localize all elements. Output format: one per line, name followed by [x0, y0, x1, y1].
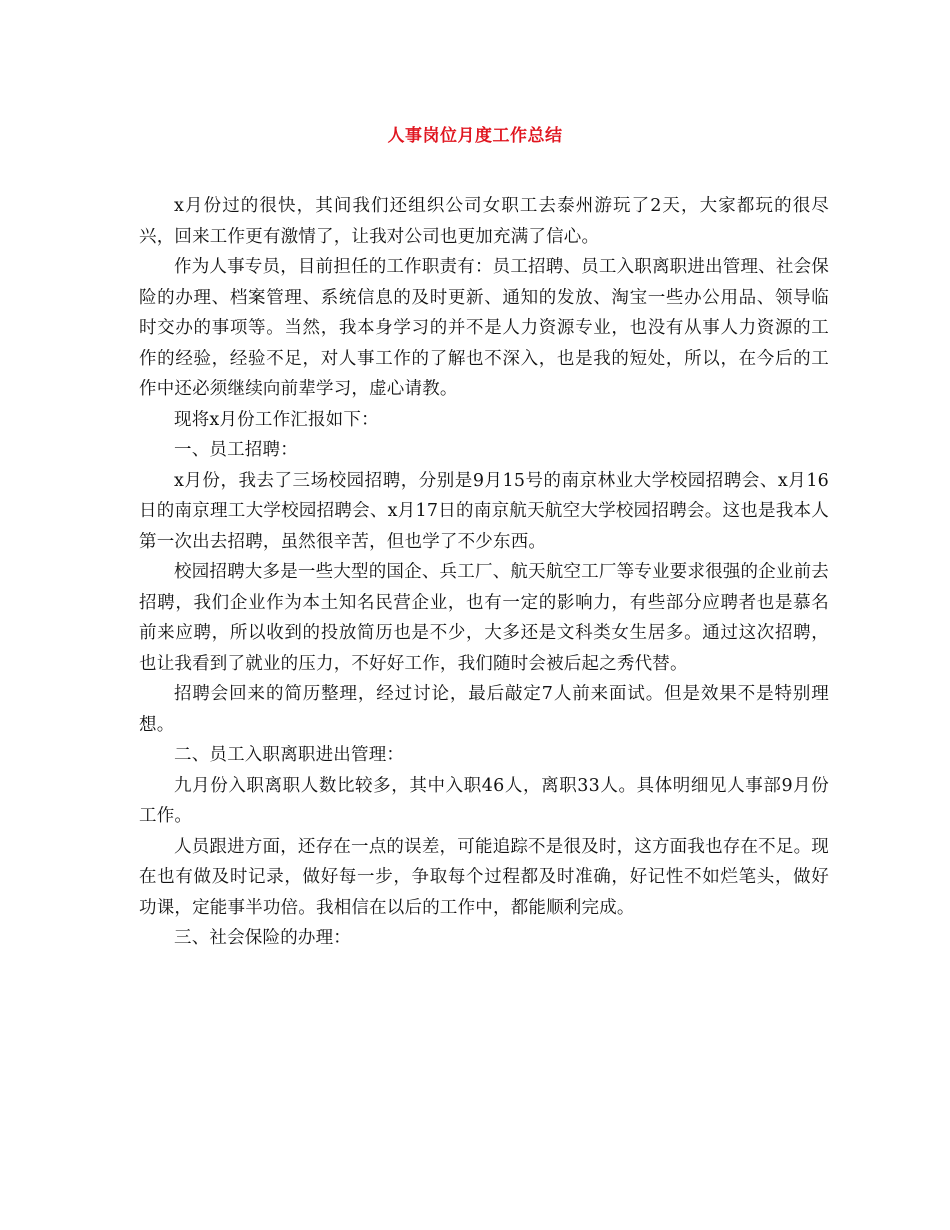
section-heading: 一、员工招聘： [174, 440, 298, 460]
document-body [139, 191, 829, 954]
paragraph: 作为人事专员，目前担任的工作职责有：员工招聘、员工入职离职进出管理、社会保险的办理、档案管理、系统信息的及时更新、通知的发放、淘宝一些办公用品、领导临时交办的事项等。当然，我本身学习的并不是人力资源专业，也没有从事人力资源的工作的经验，经验不足，对人事工作的了解也不深入，也是我的短处，所以，在今后的工作中还必须继续向前辈学习，虚心请教。 [139, 257, 829, 399]
paragraph: x月份，我去了三场校园招聘，分别是9月15号的南京林业大学校园招聘会、x月16日的南京理工大学校园招聘会、x月17日的南京航天航空大学校园招聘会。这也是我本人第一次出去招聘，虽然很辛苦，但也学了不少东西。 [139, 470, 829, 552]
section-heading: 三、社会保险的办理： [174, 928, 351, 948]
paragraph: 人员跟进方面，还存在一点的误差，可能追踪不是很及时，这方面我也存在不足。现在也有做及时记录，做好每一步，争取每个过程都及时准确，好记性不如烂笔头，做好功课，定能事半功倍。我相信在以后的工作中，都能顺利完成。 [139, 836, 829, 918]
document-title: 人事岗位月度工作总结 [387, 126, 563, 146]
paragraph: 招聘会回来的简历整理，经过讨论，最后敲定7人前来面试。但是效果不是特别理想。 [139, 684, 829, 735]
paragraph: 现将x月份工作汇报如下： [174, 409, 379, 430]
paragraph: 校园招聘大多是一些大型的国企、兵工厂、航天航空工厂等专业要求很强的企业前去招聘，我们企业作为本土知名民营企业，也有一定的影响力，有些部分应聘者也是慕名前来应聘，所以收到的投放简历也是不少，大多还是文科类女生居多。通过这次招聘，也让我看到了就业的压力，不好好工作，我们随时会被后起之秀代替。 [139, 562, 829, 674]
paragraph: x月份过的很快，其间我们还组织公司女职工去泰州游玩了2天，大家都玩的很尽兴，回来工作更有激情了，让我对公司也更加充满了信心。 [139, 196, 829, 247]
section-heading: 二、员工入职离职进出管理： [174, 745, 405, 765]
paragraph: 九月份入职离职人数比较多，其中入职46人，离职33人。具体明细见人事部9月份工作。 [139, 775, 829, 826]
